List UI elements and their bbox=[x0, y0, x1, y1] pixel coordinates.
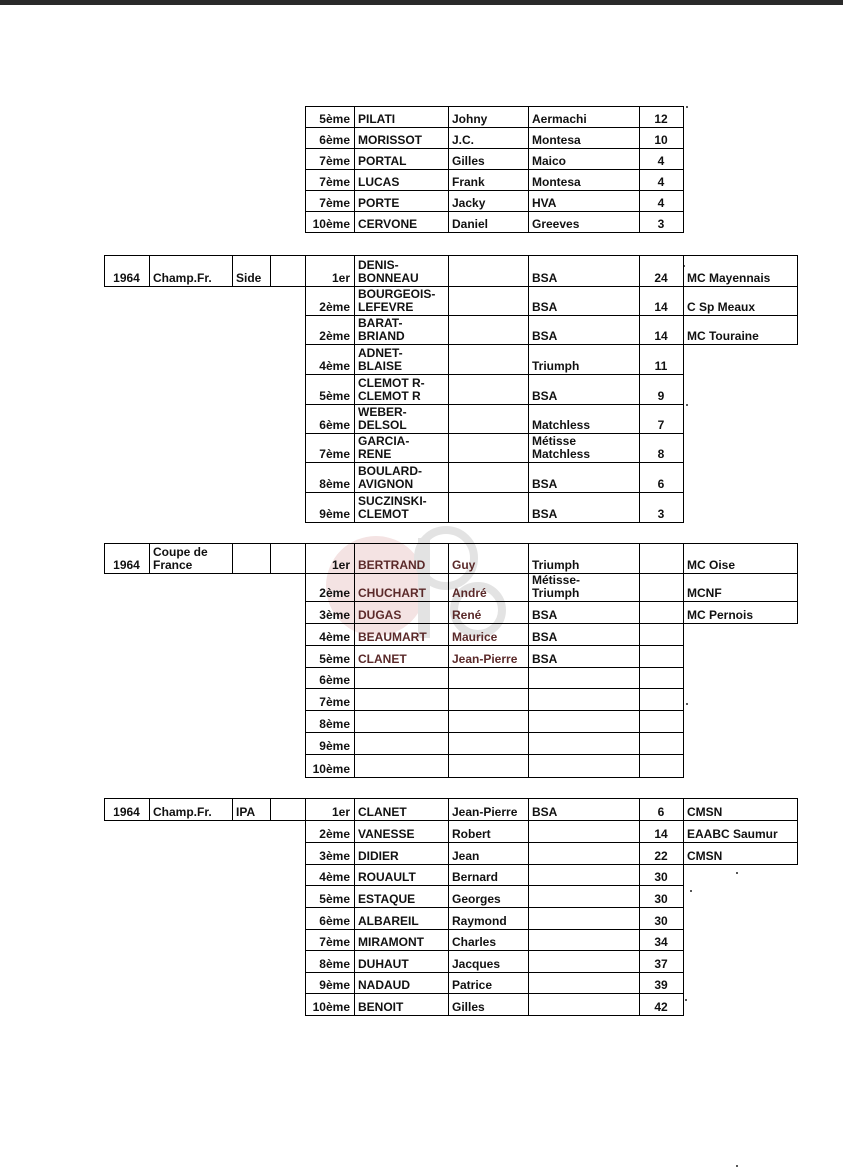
machine-cell bbox=[528, 929, 639, 950]
first-name-cell: Jean-Pierre bbox=[452, 805, 518, 819]
club-cell: MC Touraine bbox=[687, 329, 759, 343]
points-cell bbox=[639, 732, 683, 754]
machine-cell bbox=[528, 667, 639, 688]
scan-speck bbox=[686, 106, 688, 108]
first-name-cell: Patrice bbox=[452, 978, 493, 992]
machine-cell: BSA bbox=[532, 805, 558, 819]
club-cell: MC Pernois bbox=[687, 608, 754, 622]
machine-cell: BSA bbox=[532, 652, 558, 666]
machine-cell bbox=[528, 820, 639, 842]
first-name-cell: Robert bbox=[452, 827, 491, 841]
place-cell: 2ème bbox=[319, 329, 350, 343]
place-cell: 5ème bbox=[319, 389, 350, 403]
club-cell: MC Oise bbox=[687, 558, 736, 572]
first-name-cell bbox=[448, 374, 528, 404]
rider-name-cell: DUHAUT bbox=[358, 957, 409, 971]
rider-name-cell: CLEMOT R- CLEMOT R bbox=[358, 376, 425, 403]
machine-cell bbox=[528, 710, 639, 732]
table-rule bbox=[305, 1015, 684, 1016]
machine-cell: BSA bbox=[532, 608, 558, 622]
place-cell: 1er bbox=[331, 805, 350, 819]
rider-name-cell: BOULARD- AVIGNON bbox=[358, 464, 422, 491]
machine-cell bbox=[528, 842, 639, 864]
points-cell: 22 bbox=[654, 849, 668, 863]
year-cell: 1964 bbox=[113, 558, 140, 572]
machine-cell: Triumph bbox=[532, 359, 580, 373]
machine-cell: BSA bbox=[532, 300, 558, 314]
event-cell: Champ.Fr. bbox=[153, 805, 212, 819]
first-name-cell bbox=[448, 404, 528, 433]
machine-cell bbox=[528, 993, 639, 1015]
place-cell: 6ème bbox=[319, 914, 350, 928]
machine-cell bbox=[528, 907, 639, 929]
place-cell: 9ème bbox=[319, 507, 350, 521]
place-cell: 4ème bbox=[319, 630, 350, 644]
first-name-cell: Gilles bbox=[452, 154, 485, 168]
category-cell bbox=[232, 543, 270, 573]
points-cell: 8 bbox=[657, 447, 665, 461]
machine-cell bbox=[528, 972, 639, 993]
place-cell: 1er bbox=[331, 271, 350, 285]
machine-cell: Matchless bbox=[532, 418, 591, 432]
points-cell bbox=[639, 573, 683, 601]
points-cell: 14 bbox=[654, 827, 668, 841]
rider-name-cell: BEAUMART bbox=[358, 630, 427, 644]
points-cell: 34 bbox=[654, 935, 668, 949]
place-cell: 2ème bbox=[319, 586, 350, 600]
points-cell: 4 bbox=[657, 196, 665, 210]
rider-name-cell: DUGAS bbox=[358, 608, 402, 622]
points-cell: 4 bbox=[657, 154, 665, 168]
place-cell: 7ème bbox=[319, 447, 350, 461]
place-cell: 4ème bbox=[319, 359, 350, 373]
rider-name-cell: MORISSOT bbox=[358, 133, 423, 147]
points-cell: 37 bbox=[654, 957, 668, 971]
points-cell: 30 bbox=[654, 892, 668, 906]
first-name-cell bbox=[448, 255, 528, 286]
category-cell: Side bbox=[236, 271, 262, 285]
table-rule bbox=[797, 543, 798, 624]
machine-cell bbox=[528, 688, 639, 710]
rider-name-cell: ROUAULT bbox=[358, 870, 416, 884]
rider-name-cell: PILATI bbox=[358, 112, 396, 126]
first-name-cell: J.C. bbox=[452, 133, 475, 147]
place-cell: 6ème bbox=[319, 133, 350, 147]
rider-name-cell: ALBAREIL bbox=[358, 914, 419, 928]
place-cell: 6ème bbox=[319, 418, 350, 432]
points-cell bbox=[639, 601, 683, 623]
first-name-cell: Jean-Pierre bbox=[452, 652, 518, 666]
place-cell: 2ème bbox=[319, 827, 350, 841]
year-cell: 1964 bbox=[113, 271, 140, 285]
machine-cell: Métisse Matchless bbox=[532, 434, 591, 461]
place-cell: 7ème bbox=[319, 196, 350, 210]
machine-cell: BSA bbox=[532, 630, 558, 644]
points-cell: 7 bbox=[657, 418, 665, 432]
rider-name-cell: PORTE bbox=[358, 196, 400, 210]
first-name-cell: Bernard bbox=[452, 870, 499, 884]
rider-name-cell: BERTRAND bbox=[358, 558, 426, 572]
place-cell: 10ème bbox=[312, 1000, 350, 1014]
first-name-cell: Daniel bbox=[452, 217, 489, 231]
machine-cell: Triumph bbox=[532, 558, 580, 572]
points-cell bbox=[639, 710, 683, 732]
points-cell bbox=[639, 754, 683, 777]
scan-speck bbox=[685, 999, 687, 1001]
machine-cell: BSA bbox=[532, 389, 558, 403]
rider-name-cell bbox=[354, 688, 448, 710]
machine-cell: BSA bbox=[532, 329, 558, 343]
points-cell: 30 bbox=[654, 914, 668, 928]
points-cell: 14 bbox=[654, 300, 668, 314]
rider-name-cell: PORTAL bbox=[358, 154, 407, 168]
table-rule bbox=[683, 106, 684, 233]
year-cell: 1964 bbox=[113, 805, 140, 819]
table-rule bbox=[104, 820, 306, 821]
rider-name-cell: DENIS- BONNEAU bbox=[358, 258, 419, 285]
club-cell: MC Mayennais bbox=[687, 271, 771, 285]
first-name-cell: Guy bbox=[452, 558, 476, 572]
rider-name-cell: GARCIA- RENE bbox=[358, 434, 410, 461]
points-cell: 11 bbox=[654, 359, 668, 373]
place-cell: 3ème bbox=[319, 608, 350, 622]
rider-name-cell: ADNET- BLAISE bbox=[358, 346, 403, 373]
table-rule bbox=[270, 255, 271, 287]
points-cell bbox=[639, 688, 683, 710]
place-cell: 2ème bbox=[319, 300, 350, 314]
first-name-cell: Jacques bbox=[452, 957, 501, 971]
table-rule bbox=[270, 798, 271, 821]
place-cell: 7ème bbox=[319, 175, 350, 189]
place-cell: 3ème bbox=[319, 849, 350, 863]
machine-cell bbox=[528, 885, 639, 907]
scan-speck bbox=[686, 703, 688, 705]
table-rule bbox=[305, 232, 684, 233]
place-cell: 1er bbox=[331, 558, 350, 572]
machine-cell: Greeves bbox=[532, 217, 580, 231]
points-cell bbox=[639, 543, 683, 573]
first-name-cell bbox=[448, 462, 528, 492]
place-cell: 7ème bbox=[319, 935, 350, 949]
event-cell: Champ.Fr. bbox=[153, 271, 212, 285]
points-cell: 10 bbox=[654, 133, 668, 147]
points-cell: 24 bbox=[654, 271, 668, 285]
first-name-cell: Maurice bbox=[452, 630, 498, 644]
place-cell: 4ème bbox=[319, 870, 350, 884]
scan-speck bbox=[736, 1165, 738, 1167]
rider-name-cell: CERVONE bbox=[358, 217, 418, 231]
machine-cell bbox=[528, 754, 639, 777]
points-cell: 12 bbox=[654, 112, 668, 126]
place-cell: 5ème bbox=[319, 112, 350, 126]
points-cell: 4 bbox=[657, 175, 665, 189]
table-rule bbox=[797, 798, 798, 865]
first-name-cell: Gilles bbox=[452, 1000, 485, 1014]
club-cell: CMSN bbox=[687, 849, 723, 863]
machine-cell: Montesa bbox=[532, 133, 581, 147]
points-cell bbox=[639, 645, 683, 667]
club-cell: CMSN bbox=[687, 805, 723, 819]
first-name-cell bbox=[448, 433, 528, 462]
first-name-cell: Johny bbox=[452, 112, 488, 126]
first-name-cell bbox=[448, 315, 528, 344]
place-cell: 10ème bbox=[312, 217, 350, 231]
first-name-cell bbox=[448, 732, 528, 754]
table-rule bbox=[104, 573, 306, 574]
rider-name-cell: VANESSE bbox=[358, 827, 415, 841]
points-cell: 14 bbox=[654, 329, 668, 343]
table-rule bbox=[797, 255, 798, 345]
points-cell bbox=[639, 623, 683, 645]
machine-cell: HVA bbox=[532, 196, 557, 210]
place-cell: 7ème bbox=[319, 695, 350, 709]
first-name-cell: Raymond bbox=[452, 914, 507, 928]
points-cell: 9 bbox=[657, 389, 665, 403]
rider-name-cell: ESTAQUE bbox=[358, 892, 416, 906]
rider-name-cell bbox=[354, 732, 448, 754]
club-cell: EAABC Saumur bbox=[687, 827, 778, 841]
club-cell: MCNF bbox=[687, 586, 722, 600]
points-cell: 39 bbox=[654, 978, 668, 992]
rider-name-cell: NADAUD bbox=[358, 978, 410, 992]
first-name-cell: René bbox=[452, 608, 482, 622]
machine-cell: Aermachi bbox=[532, 112, 587, 126]
rider-name-cell: DIDIER bbox=[358, 849, 399, 863]
rider-name-cell bbox=[354, 710, 448, 732]
place-cell: 10ème bbox=[312, 762, 350, 776]
rider-name-cell: BARAT- BRIAND bbox=[358, 316, 405, 343]
first-name-cell bbox=[448, 667, 528, 688]
rider-name-cell: MIRAMONT bbox=[358, 935, 424, 949]
first-name-cell bbox=[448, 710, 528, 732]
category-cell: IPA bbox=[236, 805, 256, 819]
place-cell: 5ème bbox=[319, 652, 350, 666]
first-name-cell: André bbox=[452, 586, 487, 600]
rider-name-cell: CLANET bbox=[358, 652, 407, 666]
rider-name-cell: WEBER- DELSOL bbox=[358, 405, 407, 432]
first-name-cell: Jacky bbox=[452, 196, 486, 210]
table-rule bbox=[270, 543, 271, 574]
points-cell: 3 bbox=[657, 507, 665, 521]
rider-name-cell: BENOIT bbox=[358, 1000, 404, 1014]
points-cell: 3 bbox=[657, 217, 665, 231]
rider-name-cell: CLANET bbox=[358, 805, 407, 819]
machine-cell: Métisse- Triumph bbox=[532, 573, 581, 600]
place-cell: 9ème bbox=[319, 739, 350, 753]
place-cell: 6ème bbox=[319, 673, 350, 687]
machine-cell: Montesa bbox=[532, 175, 581, 189]
table-rule bbox=[104, 286, 306, 287]
rider-name-cell: SUCZINSKI- CLEMOT bbox=[358, 494, 427, 521]
place-cell: 5ème bbox=[319, 892, 350, 906]
machine-cell: BSA bbox=[532, 507, 558, 521]
place-cell: 8ème bbox=[319, 477, 350, 491]
table-rule bbox=[305, 777, 684, 778]
points-cell: 6 bbox=[657, 477, 665, 491]
points-cell: 6 bbox=[657, 805, 665, 819]
scan-top-edge bbox=[0, 0, 843, 5]
machine-cell bbox=[528, 864, 639, 885]
rider-name-cell: BOURGEOIS- LEFEVRE bbox=[358, 287, 436, 314]
rider-name-cell bbox=[354, 667, 448, 688]
machine-cell: Maico bbox=[532, 154, 567, 168]
place-cell: 9ème bbox=[319, 978, 350, 992]
first-name-cell bbox=[448, 754, 528, 777]
table-rule bbox=[305, 522, 684, 523]
place-cell: 8ème bbox=[319, 717, 350, 731]
place-cell: 8ème bbox=[319, 957, 350, 971]
rider-name-cell: LUCAS bbox=[358, 175, 400, 189]
scan-speck bbox=[690, 890, 692, 892]
points-cell: 30 bbox=[654, 870, 668, 884]
event-cell: Coupe de France bbox=[153, 545, 208, 572]
machine-cell: BSA bbox=[532, 271, 558, 285]
machine-cell: BSA bbox=[532, 477, 558, 491]
first-name-cell bbox=[448, 344, 528, 374]
scan-speck bbox=[736, 872, 738, 874]
first-name-cell: Charles bbox=[452, 935, 497, 949]
first-name-cell: Georges bbox=[452, 892, 501, 906]
machine-cell bbox=[528, 732, 639, 754]
first-name-cell bbox=[448, 492, 528, 522]
club-cell: C Sp Meaux bbox=[687, 300, 756, 314]
first-name-cell: Frank bbox=[452, 175, 485, 189]
first-name-cell: Jean bbox=[452, 849, 480, 863]
rider-name-cell bbox=[354, 754, 448, 777]
scan-speck bbox=[686, 404, 688, 406]
points-cell: 42 bbox=[654, 1000, 668, 1014]
rider-name-cell: CHUCHART bbox=[358, 586, 426, 600]
machine-cell bbox=[528, 950, 639, 972]
first-name-cell bbox=[448, 688, 528, 710]
place-cell: 7ème bbox=[319, 154, 350, 168]
first-name-cell bbox=[448, 286, 528, 315]
points-cell bbox=[639, 667, 683, 688]
